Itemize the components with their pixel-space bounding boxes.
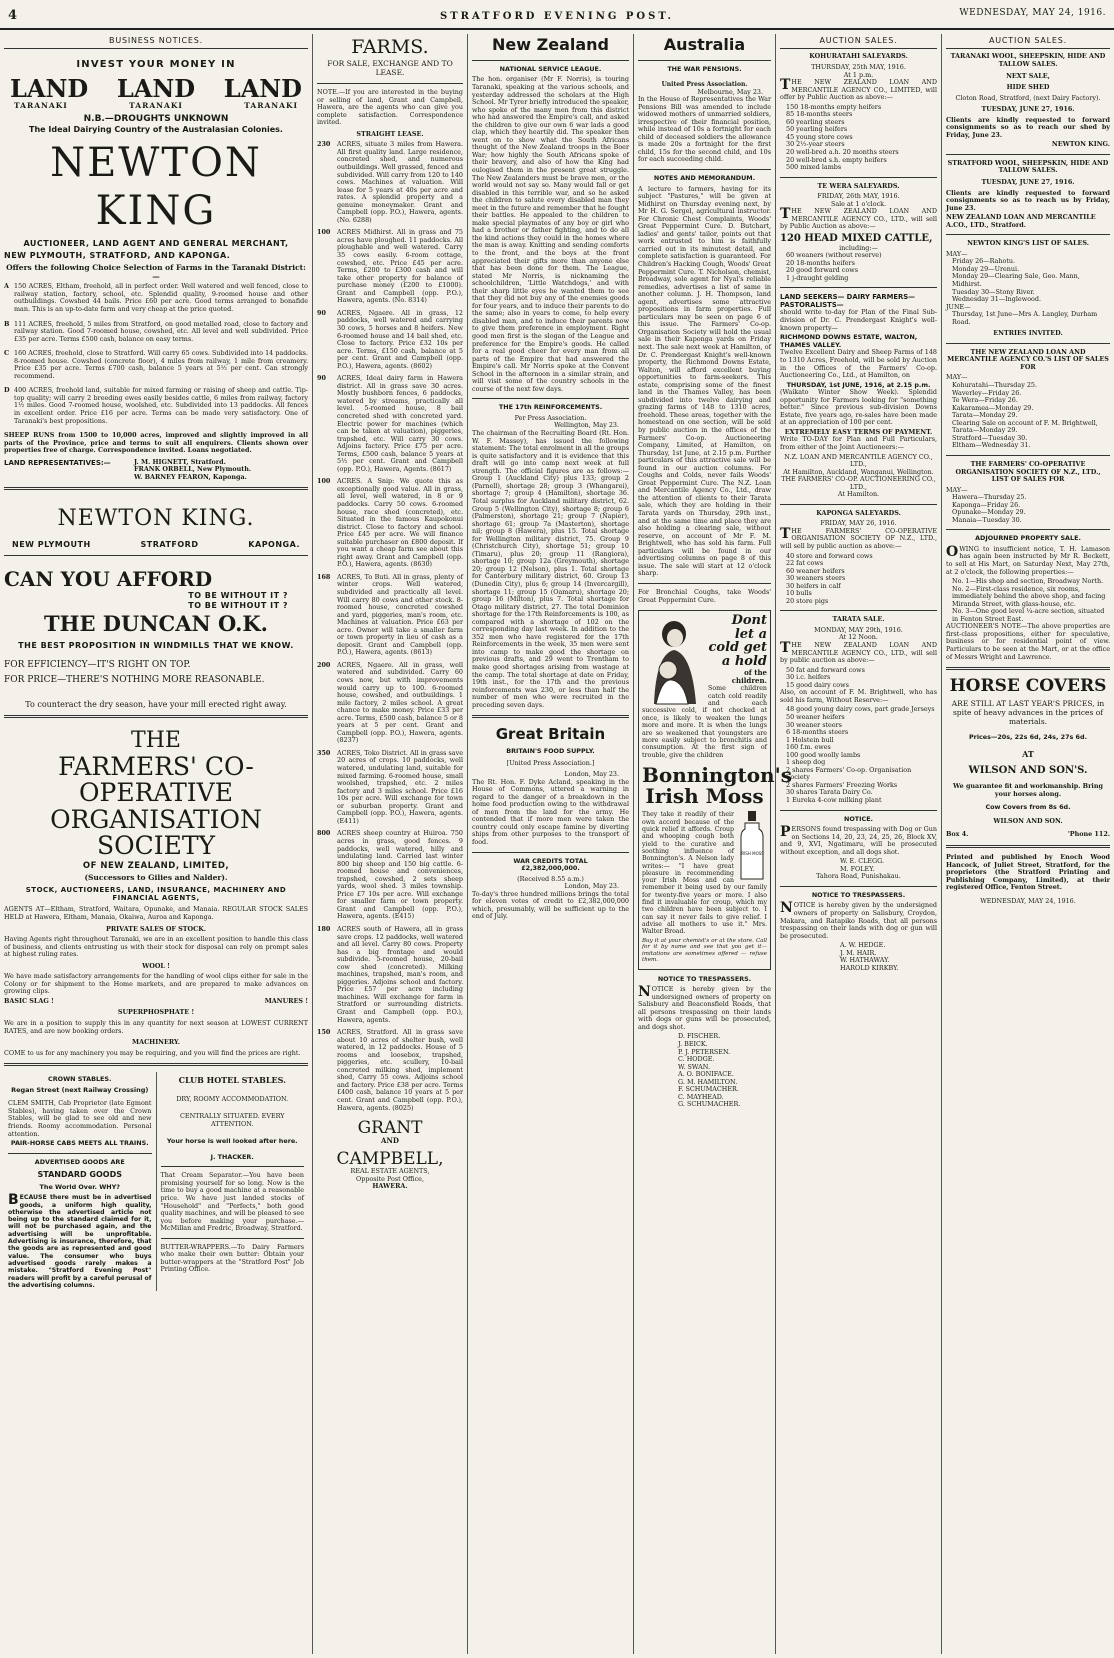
bottle-icon bbox=[737, 811, 767, 881]
farm-listing bbox=[4, 321, 308, 346]
owner-name: J. M. HAIR. bbox=[840, 948, 877, 957]
farm-listing bbox=[4, 350, 308, 382]
listing-text: 150 ACRES, Eltham, freehold, all in perfect order. Well watered and well fenced, close to railway station, factory, school, etc. Splendid quality, 9-roomed house and other outbuildings. Cowshed 44 bails. Price £60 per acre. Good terms arranged to bonafide man. This is an up-to-date farm and very cheap at the price quoted. bbox=[14, 282, 308, 314]
nzl-sales bbox=[946, 382, 1110, 450]
wool-body: We have made satisfactory arrangements for the handling of wool clips either for sale in the Colony or for shipment to the Home markets, and are prepared to make advances on growing clips. bbox=[4, 972, 308, 996]
kohuratahi-heading: KOHURATAHI SALEYARDS. bbox=[809, 52, 908, 61]
listing-letter: A bbox=[4, 282, 9, 291]
farm-entry bbox=[317, 830, 463, 923]
sale-lot: 20 store pigs bbox=[786, 596, 829, 605]
sale-date: Manaia—Tuesday 30. bbox=[952, 515, 1022, 524]
sale-date: Kohuratahi—Thursday 25. bbox=[952, 381, 1038, 390]
column-australia: Australia THE WAR PENSIONS. United Press Association. Melbourne, May 23. In the House of Representatives the War Pensions Bill was amended to include widowed mothers of unmarried soldiers, irrespective of their financial position, while instead of 10s a fortnight for each child of deceased soldiers the allowance is made 20s a fortnight for the first child, 15s for the second child, and 10s for each succeeding child. NOTES AND MEMORANDUM. A lecture to farmers, having for its subject "Pastures," will be given at Midhirst on Thursday evening next, by Mr H. G. Sergel, agricultural instructor. For Chronic Chest Complaints, Woods' Great Peppermint Cure. D. Butchart, ladies' and gents' tailor, points out that work entrusted to him is faithfully carried out in its minutest detail, and complete satisfaction is guaranteed. For Children's Hacking Cough, Woods' Great Peppermint Cure. T. Nicholson, chemist, Broadway, sole agent for Nyal's reliable remedies, advertises a list of same in another column. J. H. Thompson, land agent, advertises some attractive propositions in farm properties. Full particulars may be seen on page 6 of this issue. The Farmers' Co-op. Organisation Society will hold the usual sale in their Kaponga yards on Friday next. The sale next week at Hamilton, of Dr. C. Prendergast Knight's well-known property, the Richmond Downs Estate, Walton, will afford excellent buying opportunities to farm-seekers. This estate, comprising some of the finest land in the Thames Valley, has been subdivided into twelve dairying and grazing farms of 148 to 1310 acres, freehold. These areas, together with the homestead on one section, will be sold by public auction in the offices of the Farmers' Co-op. Auctioneering Company, Limited, at Hamilton, on Thursday, 1st June, at 2.15 p.m. Further particulars of this attractive sale will be found in our auction columns. For Coughs and Colds, never fails Woods' Great Peppermint Cure. The N.Z. Loan and Mercantile Agency Co., Ltd., draw the attention of clients to their Tarata sale, which they are holding in their Tarata yards on Thursday, 29th inst., and at the same time and place they are also holding a clearing sale, without reserve, on account of Mr F. M. Brightwell, who has sold his farm. Full particulars will be found in our advertising columns on page 8 of this issue. The sale will start at 12 o'clock sharp. For Bronchial Coughs, take Woods' Great Peppermint Cure. Dont let a cold get a hold of the children. Some children catch cold readily and each successive cold, if not checked at once, is likely to weaken the lungs more and more. It is when the lungs are so weakened that youngsters are more easily subject to bronchitis and consumption. At the first sign of trouble, give the children Bonnington's Irish Moss IRISH MOSS They take it readily of their own accord because of the quick relief it affords. Croup and whooping cough both yield to the curative and soothing influence of Bonnington's. A Nelson lady writes:— "I have great pleasure in recommending your Irish Moss and can remember it being used by our family for twenty-five years or more. I also find it invaluable for croup, which my two children have been subject to. I can say it never fails to give relief. I advise all mothers to use it." Mrs. Walter Broad. Buy it at your chemist's or at the store. Call for it by name and see that you get it—imitations are sometimes offered — refuse them. NOTICE TO TRESPASSERS. NOTICE is hereby given by the undersigned owners of property on Salisbury and Beaconsfield Roads, that all persons trespassing on their lands with dogs or guns will be prosecuted, and dogs shot. D. FISCHER. J. BEICK. P. J. PETERSEN. C. HODGE. W. SWAN. A. O. BONIFACE. G. M. HAMILTON. F. SCHUMACHER. C. MAYHEAD. G. SCHUMACHER. bbox=[633, 34, 775, 1654]
sale-lot: 50 yearling heifers bbox=[786, 125, 848, 134]
trespassers2-heading: NOTICE TO TRESPASSERS. bbox=[811, 890, 906, 899]
wool-sales-heading: TARANAKI WOOL, SHEEPSKIN, HIDE AND TALLOW SALES. bbox=[950, 52, 1106, 68]
farm-acreage: 100 bbox=[317, 477, 331, 486]
footer-date: WEDNESDAY, MAY 24, 1916. bbox=[980, 896, 1076, 905]
invest-heading: INVEST YOUR MONEY IN bbox=[76, 59, 236, 71]
food-supply-article: The Rt. Hon. F. Dyke Acland, speaking in the House of Commons, uttered a warning in regard to the danger of a breakdown in the home food production owing to the withdrawal of men from the land for the army. He contended that if more men were taken the country could only escape famine by diverting ships from other purposes to the transport of food. bbox=[472, 777, 629, 846]
farm-listing bbox=[4, 283, 308, 315]
sale-lot: 50 fat and forward cows bbox=[786, 665, 865, 674]
sale-lot: 160 f.m. ewes bbox=[786, 743, 831, 752]
newton-king-list-heading: NEWTON KING'S LIST OF SALES. bbox=[967, 239, 1089, 248]
irish-moss-heading: Bonnington's Irish Moss bbox=[642, 763, 792, 809]
pensions-article: In the House of Representatives the War Pensions Bill was amended to include widowed mothers of unmarried soldiers, irrespective of their financial position, while instead of 10s a fortnight for each child of deceased soldiers the allowance is made 20s a fortnight for the first child, 15s for the second child, and 10s for each succeeding child. bbox=[638, 95, 771, 164]
owner-name: G. M. HAMILTON. bbox=[678, 1077, 738, 1086]
owner-name: J. BEICK. bbox=[678, 1039, 708, 1048]
representative-name: FRANK ORBELL, New Plymouth. bbox=[134, 465, 252, 474]
machinery-body: COME to us for any machinery you may be requiring, and you will find the prices are right. bbox=[4, 1048, 301, 1057]
pensions-heading: THE WAR PENSIONS. bbox=[667, 64, 742, 73]
sale-date: Waverley—Friday 26. bbox=[952, 388, 1022, 397]
sale-lot: 30 i.c. heifers bbox=[786, 673, 831, 682]
representative-name: J. M. HIGNETT, Stratford. bbox=[134, 457, 226, 466]
farm-acreage: 800 bbox=[317, 829, 331, 838]
fcos-sales bbox=[946, 494, 1110, 524]
newton-king-sales bbox=[946, 258, 1110, 303]
tarata-heading: TARATA SALE. bbox=[832, 615, 885, 624]
offers-line: Offers the following Choice Selection of Farms in the Taranaki District:— bbox=[6, 262, 306, 281]
sale-lot: 2 shares Farmers' Freezing Works bbox=[786, 780, 898, 789]
farm-entry bbox=[317, 229, 463, 306]
wool-head: WOOL ! bbox=[142, 961, 170, 970]
farm-acreage: 230 bbox=[317, 140, 331, 149]
nzl-list-heading: THE NEW ZEALAND LOAN AND MERCANTILE AGENCY CO.'S LIST OF SALES FOR bbox=[947, 347, 1109, 371]
land-seekers-heading: LAND SEEKERS— DAIRY FARMERS— PASTORALISTS— bbox=[780, 293, 915, 310]
sale-lot: 1 sheep dog bbox=[786, 758, 826, 767]
sale-lot: 85 18-months steers bbox=[786, 110, 853, 119]
property-item: No. 1—His shop and section, Broadway North. bbox=[952, 577, 1104, 586]
sale-date: Tarata—Monday 29. bbox=[952, 411, 1018, 420]
league-heading: NATIONAL SERVICE LEAGUE. bbox=[499, 64, 602, 73]
sale-lot: 20 well-bred s.h. empty heifers bbox=[786, 155, 887, 164]
farm-entry bbox=[317, 750, 463, 827]
farm-listing bbox=[4, 387, 308, 427]
fcos-ltd: OF NEW ZEALAND, LIMITED, bbox=[82, 861, 230, 872]
can-you-afford: CAN YOU AFFORD bbox=[4, 566, 213, 591]
listing-letter: D bbox=[4, 386, 10, 395]
owner-name: W. HATHAWAY. bbox=[840, 956, 890, 965]
land-row: LAND LAND LAND bbox=[10, 74, 302, 104]
best-proposition: THE BEST PROPOSITION IN WINDMILLS THAT WE KNOW. bbox=[18, 641, 294, 651]
notes-body: A lecture to farmers, having for its subject "Pastures," will be given at Midhirst on Thursday evening next, by Mr H. G. Sergel, agricultural instructor. For Chronic Chest Complaints, Woods' Great Peppermint Cure. D. Butchart, ladies' and gents' tailor, points out that work entrusted to him is faithfully carried out in its minutest detail, and complete satisfaction is guaranteed. For Children's Hacking Cough, Woods' Great Peppermint Cure. T. Nicholson, chemist, Broadway, sole agent for Nyal's reliable remedies, advertises a list of same in another column. J. H. Thompson, land agent, advertises some attractive propositions in farm properties. Full particulars may be seen on page 6 of this issue. The Farmers' Co-op. Organisation Society will hold the usual sale in their Kaponga yards on Friday next. The sale next week at Hamilton, of Dr. C. Prendergast Knight's well-known property, the Richmond Downs Estate, Walton, will afford excellent buying opportunities to farm-seekers. This estate, comprising some of the finest land in the Thames Valley, has been subdivided into twelve dairying and grazing farms of 148 to 1310 acres, freehold. These areas, together with the homestead on one section, will be sold by public auction in the offices of the Farmers' Co-op. Auctioneering Company, Limited, at Hamilton, on Thursday, 1st June, at 2.15 p.m. Further particulars of this attractive sale will be found in our auction columns. For Coughs and Colds, never fails Woods' Great Peppermint Cure. The N.Z. Loan and Mercantile Agency Co., Ltd., draw the attention of clients to their Tarata sale, which they are holding in their Tarata yards on Thursday, 29th inst., and at the same time and place they are also holding a clearing sale, without reserve, on account of Mr F. M. Brightwell, who has sold his farm. Full particulars will be found in our advertising columns on page 8 of this issue. The sale will start at 12 o'clock sharp. bbox=[638, 184, 771, 578]
fcos-agents: AGENTS AT—Eltham, Stratford, Waitara, Opunake, and Manaia. REGULAR STOCK SALES HELD at Hawera, Eltham, Manaia, Okaiwa, Auroa and Kaponga. bbox=[4, 905, 308, 921]
sale-lot: 22 fat cows bbox=[786, 559, 824, 568]
owner-name: M. FOLEY. bbox=[840, 864, 875, 873]
bronchial-note: For Bronchial Coughs, take Woods' Great Peppermint Cure. bbox=[638, 587, 771, 604]
newspaper-title: STRATFORD EVENING POST. bbox=[440, 11, 674, 22]
farm-entry bbox=[317, 574, 463, 659]
farm-description: ACRES. A Snip: We quote this as exceptionally good value. All in grass, all level, well watered, in 8 or 9 paddocks. Carry 50 cows. 6-roomed house, race shed (concreted), etc. Situated in the famous Kaupokonui district. Close to factory and school. Price £45 per acre. We will finance suitable purchaser on £800 deposit. If you want a cheap farm see about this right away. Grant and Campbell (opp. P.O.), Hawera, agents. (8630) bbox=[337, 477, 463, 569]
sale-date: Clearing Sale on account of F. M. Brightwell, Tarata—Monday 29. bbox=[952, 418, 1098, 435]
imprint: Printed and published by Enoch Wood Hancock, of Juliet Street, Stratford, for the proprietors (the Stratford Printing and Publishing Company, Limited), at their registered Office, Fenton Street. bbox=[946, 852, 1110, 892]
sheep-runs: SHEEP RUNS from 1500 to 10,000 acres, improved and slightly improved in all parts of the Province, price and terms to suit all enquirers. Clients shown over properties free of charge. Correspondence invited. Loans negotiated. bbox=[4, 431, 308, 455]
sale-lot: 20 well-bred a.h. 20 months steers bbox=[786, 148, 899, 156]
owner-name: P. J. PETERSEN. bbox=[678, 1047, 731, 1056]
farm-entry bbox=[317, 310, 463, 372]
sale-lot: 60 weaner heifers bbox=[786, 566, 845, 575]
farm-acreage: 150 bbox=[317, 1028, 331, 1037]
column-auction-sales-2: AUCTION SALES. TARANAKI WOOL, SHEEPSKIN, HIDE AND TALLOW SALES. NEXT SALE, HIDE SHED Cloton Road, Stratford, (next Dairy Factory). TUESDAY, JUNE 27, 1916. Clients are kindly requested to forward consignments so as to reach our shed by Friday, June 23. NEWTON KING. STRATFORD WOOL, SHEEPSKIN, HIDE AND TALLOW SALES. TUESDAY, JUNE 27, 1916. Clients are kindly requested to forward consignments so as to reach us by Friday, June 23. NEW ZEALAND LOAN AND MERCANTILE A.CO., LTD., Stratford. NEWTON KING'S LIST OF SALES. MAY— Friday 26—Rahotu. Monday 29—Urenui. Monday 29—Clearing Sale, Geo. Mann, Midhirst. Tuesday 30—Stony River. Wednesday 31—Inglewood. JUNE— Thursday, 1st June—Mrs A. Langley, Durham Road. ENTRIES INVITED. THE NEW ZEALAND LOAN AND MERCANTILE AGENCY CO.'S LIST OF SALES FOR MAY— Kohuratahi—Thursday 25. Waverley—Friday 26. Te Wera—Friday 26. Kakaramea—Monday 29. Tarata—Monday 29. Clearing Sale on account of F. M. Brightwell, Tarata—Monday 29. Stratford—Tuesday 30. Eltham—Wednesday 31. THE FARMERS' CO-OPERATIVE ORGANISATION SOCIETY OF N.Z., LTD., LIST OF SALES FOR MAY— Hawera—Thursday 25. Kaponga—Friday 26. Opunake—Monday 29. Manaia—Tuesday 30. ADJOURNED PROPERTY SALE. OWING to insufficient notice, T. H. Lamason has again been instructed by Mr R. Beckett, to sell at His Mart, on Saturday Next, May 27th, at 2 o'clock, the following properties:— No. 1—His shop and section, Broadway North. No. 2—First-class residence, six rooms, immediately behind the above shop, and facing Miranda Street, with glass-house, etc. No. 3—One good level ¼-acre section, situated in Fenton Street East. AUCTIONEER'S NOTE—The above properties are first-class propositions, either for speculative, business or for residential point of view. Particulars to be seen at the Mart, or at the office of Messrs Wright and Lawrence. HORSE COVERS ARE STILL AT LAST YEAR'S PRICES, in spite of heavy advances in the prices of materials. Prices—20s, 22s 6d, 24s, 27s 6d. AT WILSON AND SON'S. We guarantee fit and workmanship. Bring your horses along. Cow Covers from 8s 6d. WILSON AND SON. Box 4. 'Phone 112. Printed and published by Enoch Wood Hancock, of Juliet Street, Stratford, for the proprietors (the Stratford Printing and Publishing Company, Limited), at their registered Office, Fenton Street. WEDNESDAY, MAY 24, 1916. bbox=[941, 34, 1114, 1654]
listing-text: 111 ACRES, freehold, 5 miles from Stratford, on good metalled road, close to factory and railway station. Good 7-roomed house, cowshed, etc. All level and well subdivided. Price £35 per acre. Terms £500 cash, balance on easy terms. bbox=[14, 319, 308, 343]
stables-row bbox=[4, 1072, 308, 1291]
wilson-and-sons: WILSON AND SON'S. bbox=[968, 765, 1088, 777]
fcos-list-heading: THE FARMERS' CO-OPERATIVE ORGANISATION SOCIETY OF N.Z., LTD., LIST OF SALES FOR bbox=[955, 459, 1101, 484]
without-it-1: TO BE WITHOUT IT ? bbox=[188, 591, 288, 601]
trespassers-body: NOTICE is hereby given by the undersigned owners of property on Salisbury and Beaconsfield Roads, that all persons trespassing on their lands with dogs or guns will be prosecuted, and dogs shot. bbox=[638, 984, 771, 1031]
adjourned-sale-heading: ADJOURNED PROPERTY SALE. bbox=[975, 534, 1081, 543]
sale-date: Friday 26—Rahotu. bbox=[952, 257, 1016, 266]
listing-letter: C bbox=[4, 349, 10, 358]
kaponga-heading: KAPONGA SALEYARDS. bbox=[816, 508, 901, 517]
adjourned-properties bbox=[946, 578, 1110, 623]
club-hotel-ad: CLUB HOTEL STABLES. DRY, ROOMY ACCOMMODATION. CENTRALLY SITUATED. EVERY ATTENTION. Your horse is well looked after here. J. THACKER. That Cream Separator.—You have been promising yourself for so long. Now is the time to buy a good machine at a reasonable price. We have just landed stocks of "Household" and "Perfects," both good quality machines, and will be pleased to see you before making your purchase.—McMillan and Fredric, Broadway, Stratford. BUTTER-WRAPPERS.—To Dairy Farmers who make their own butter: Obtain your butter-wrappers at the "Stratford Post" Job Printing Office. bbox=[156, 1072, 309, 1291]
farm-description: ACRES, situate 3 miles from Hawera. All first quality land. Large residence, concreted shed, and numerous outbuildings. Well grassed, fenced and subdivided. Will carry from 120 to 140 cows. Machines at valuation. Will lease for 5 years at 40s per acre and rates. A splendid property and a genuine moneymaker. Grant and Campbell (opp. P.O.), Hawera, agents. (No. 6288) bbox=[337, 140, 463, 224]
tarata-clearing-lots bbox=[780, 706, 937, 804]
private-sales-body: Having Agents right throughout Taranaki, we are in an excellent position to handle this class of business, and clients entrusting us with their stock for disposal can rely on prompt sales at highest ruling rates. bbox=[4, 935, 308, 959]
farm-entry bbox=[317, 662, 463, 747]
fcos-trade: STOCK, AUCTIONEERS, LAND, INSURANCE, MACHINERY AND FINANCIAL AGENTS, bbox=[25, 885, 287, 903]
owner-name: D. FISCHER. bbox=[678, 1032, 721, 1041]
sale-lot: 20 18-months heifers bbox=[786, 258, 855, 267]
kohuratahi-lots bbox=[780, 104, 937, 172]
tewera-heading: TE WERA SALEYARDS. bbox=[817, 181, 900, 190]
masthead bbox=[0, 0, 1114, 30]
fcos-name: FARMERS' CO-OPERATIVE ORGANISATION SOCIETY bbox=[50, 752, 262, 860]
farm-description: ACRES, Ngaere. All in grass, 12 paddocks, well watered and carrying 30 cows, 5 horses and 8 heifers. New 6-roomed house and 14 bail shed, etc. Close to factory. Price £32 10s per acre. Terms, £150 cash, balance at 5 per cent. Grant and Campbell (opp. P.O.), Hawera, agents. (8602) bbox=[337, 308, 463, 370]
reinforcements-article: The chairman of the Recruiting Board (Rt. Hon. W. F. Massey), has issued the following statement: The total enrolment in all the groups is quite satisfactory and it is evidence that this draft will go into camp next week at full strength. The official figures are as follows:— Group 1 (Auckland City) plus 133; group 2 (Parnell), shortage 28; group 3 (Whangarei), shortage 7; group 4 (Hamilton), shortage 36. Total surplus for Auckland military district, 62. Group 5 (Wellington City), shortage 8; group 6 (Palmerston), shortage 21; group 7 (Napier), shortage 61; group 7a (Masterton), shortage nil; group 8 (Hawera), plus 15. Total shortage for Wellington military district, 75. Group 9 (Christchurch City), shortage 51; group 10 (Timaru), plus 20; group 11 (Rangiora), shortage 10; group 12a (Greymouth), shortage 20; group 12 (Nelson), plus 1. Total shortage for Canterbury military district, 60. Group 13 (Dunedin City), plus 6; group 14 (Invercargill), shortage 11; group 15 (Oamaru), shortage 20; group 16 (Milton), plus 7. Total shortage for Otago military district, 27. The total Dominion shortage for the 17th Reinforcements is 100, as compared with a shortage of 102 on the corresponding day last week. In addition to the 352 men who have registered for the 17th Reinforcements in the week, 35 men were sent into camp to make good the shortage on previous drafts, and 29 went to Trentham to make good shortages arising from wastage at the camp. The total shortage at date on Friday, 19th inst., for the 17th and the previous reinforcements was 230, or less than half the number of men who were recruited in the preceding seven days. bbox=[472, 429, 629, 709]
farm-listings bbox=[4, 283, 308, 427]
duncan-ok: THE DUNCAN O.K. bbox=[44, 611, 268, 637]
new-zealand-heading: New Zealand bbox=[492, 35, 609, 54]
sale-date: Thursday, 1st June—Mrs A. Langley, Durham Road. bbox=[952, 310, 1098, 326]
listing-text: 400 ACRES, freehold land, suitable for mixed farming or raising of sheep and cattle. Tip-top quality; will carry 2 breeding ewes easily besides cattle, 6 miles from railway, factory 1½ miles. Good 7-roomed house, woolshed, etc. Subdivided into 13 paddocks. All fences in excellent order. Price £16 per acre. Terms can be made very satisfactory. One of Taranaki's best propositions. bbox=[14, 386, 308, 425]
farm-description: ACRES, Ngaere. All in grass, well watered and subdivided. Carry 60 cows now, but with improvements would carry up to 100. 6-roomed house, cowshed, and outbuildings. 1 mile factory, 2 miles school. A great chance to make money. Price £33 per acre. Terms, £500 cash, balance 5 or 8 years at 5 per cent. Grant and Campbell (opp. P.O.), Hawera, agents. (8237) bbox=[337, 660, 463, 745]
sale-lot: 40 store and forward cows bbox=[786, 551, 873, 560]
farm-description: ACRES south of Hawera, all in grass save crops. 12 paddocks, well watered and all level. Carry 80 cows. Property has a big frontage and would subdivide. 5-roomed house, 20-bail cow shed (concreted). Milking machines, trapshed, man's room, and piggeries. Adjoins school and factory. Price £57 per acre including machines. Will exchange for farm in Stratford or surrounding districts. Grant and Campbell (opp. P.O.), Hawera, agents. bbox=[337, 924, 463, 1024]
owner-name: C. HODGE. bbox=[678, 1055, 715, 1064]
ideal-country: The Ideal Dairying Country of the Australasian Colonies. bbox=[29, 125, 283, 134]
sale-lot: 30 shares Tarata Dairy Co. bbox=[786, 788, 873, 797]
sale-date: Opunake—Monday 29. bbox=[952, 508, 1026, 517]
sale-lot: 1 j-draught gelding bbox=[786, 273, 849, 282]
butter-wrappers: BUTTER-WRAPPERS.—To Dairy Farmers who make their own butter: Obtain your butter-wrappers at the "Stratford Post" Job Printing Office. bbox=[160, 1242, 304, 1274]
newton-king-banner: NEWTON KING. bbox=[57, 506, 255, 532]
owner-name: C. MAYHEAD. bbox=[678, 1092, 724, 1101]
sale-lot: 150 18-months empty heifers bbox=[786, 102, 882, 111]
page-number: 4 bbox=[8, 8, 18, 23]
section-heading: AUCTION SALES. bbox=[780, 34, 937, 49]
sale-lot: 60 yearling steers bbox=[786, 117, 845, 126]
sale-date: Te Wera—Friday 26. bbox=[952, 396, 1018, 405]
farm-acreage: 350 bbox=[317, 748, 331, 757]
notes-heading: NOTES AND MEMORANDUM. bbox=[653, 173, 756, 182]
owner-name: W. SWAN. bbox=[678, 1062, 710, 1071]
war-credits-article: To-day's three hundred millions brings the total for eleven votes of credit to £2,382,000,000 which, presumably, will be sufficient up to the end of July. bbox=[472, 889, 629, 921]
dont-let-cold: Dont let a cold get a hold bbox=[708, 613, 767, 669]
towns-line: NEW PLYMOUTH, STRATFORD, AND KAPONGA. bbox=[4, 251, 231, 261]
taranaki-row: TARANAKI TARANAKI TARANAKI bbox=[14, 100, 298, 110]
sale-date: Eltham—Wednesday 31. bbox=[952, 441, 1031, 450]
section-heading: AUCTION SALES. bbox=[946, 34, 1110, 49]
tewera-lots bbox=[780, 252, 937, 282]
basic-manures-row: BASIC SLAG ! MANURES ! bbox=[4, 996, 308, 1005]
private-sales-head: PRIVATE SALES OF STOCK. bbox=[106, 924, 206, 933]
newton-king-heading: NEWTON KING bbox=[50, 140, 262, 234]
efficiency-line: FOR EFFICIENCY—IT'S RIGHT ON TOP. bbox=[4, 660, 191, 671]
farm-entry bbox=[317, 141, 463, 226]
sale-lot: 1 Holstein bull bbox=[786, 735, 834, 744]
farm-description: ACRES, Toko District. All in grass save 20 acres of crops. 10 paddocks, well watered, undulating land, suitable for mixed farming. 6-roomed house, small woolshed, trapshed, etc. 2 miles factory and 3 miles school. Price £16 10s per acre. Will exchange for town or suburban property. Grant and Campbell (opp. P.O.), Hawera, agents. (E411) bbox=[337, 748, 463, 825]
sale-lot: 30 weaners steers bbox=[786, 574, 846, 583]
sale-lot: 1 Eureka 4-cow milking plant bbox=[786, 795, 882, 804]
grant-heading: GRANT bbox=[357, 1118, 423, 1139]
sale-lot: 30 2½-year steers bbox=[786, 140, 845, 149]
sale-date: Stratford—Tuesday 30. bbox=[952, 433, 1028, 442]
counteract-line: To counteract the dry season, have your mill erected right away. bbox=[25, 699, 287, 709]
war-credits-heading: WAR CREDITS TOTAL £2,382,000,000. bbox=[513, 856, 588, 873]
sale-lot: 2 shares Farmers' Co-op. Organisation Society bbox=[786, 765, 912, 782]
farm-entry bbox=[317, 375, 463, 475]
farm-acreage: 168 bbox=[317, 572, 331, 581]
sale-lot: 45 young store cows bbox=[786, 132, 853, 141]
sale-date: Kakaramea—Monday 29. bbox=[952, 403, 1034, 412]
sale-lot: 30 weaner steers bbox=[786, 720, 842, 729]
owner-name: A. W. HEDGE. bbox=[840, 941, 886, 950]
kaponga-lots bbox=[780, 553, 937, 606]
fcos-the: THE bbox=[131, 728, 181, 754]
farm-entry bbox=[317, 478, 463, 571]
richmond-downs-heading: RICHMOND DOWNS ESTATE, WALTON, THAMES VALLEY. bbox=[780, 333, 918, 349]
great-britain-heading: Great Britain bbox=[495, 725, 606, 744]
owner-name: W. E. CLEGG. bbox=[840, 857, 885, 866]
sale-lot: 20 good forward cows bbox=[786, 266, 858, 275]
fcos-successors: (Successors to Gilies and Nalder). bbox=[84, 873, 228, 883]
contact-row: Box 4. 'Phone 112. bbox=[946, 830, 1110, 839]
food-supply-heading: BRITAIN'S FOOD SUPPLY. bbox=[506, 746, 595, 755]
australia-heading: Australia bbox=[663, 35, 746, 54]
farms-note: NOTE.—If you are interested in the buying or selling of land, Grant and Campbell, Hawera, are the agents who can give you complete satisfaction. Correspondence invited. bbox=[317, 88, 463, 127]
sale-lot: 48 good young dairy cows, part grade Jerseys bbox=[786, 705, 935, 714]
farm-acreage: 180 bbox=[317, 924, 331, 933]
notice-heading: NOTICE. bbox=[843, 814, 873, 823]
column-business-notices bbox=[0, 34, 312, 1654]
sale-lot: 10 bulls bbox=[786, 589, 812, 598]
farm-description: ACRES, Ideal dairy farm in Hawera district. All in grass save 30 acres. Mostly bushborn fences, 6 paddocks, watered by streams, practically all level. 5-roomed house, 8 bail concreted shed with concreted yard. Electric power for machines (which can be taken at valuation), piggeries, trapshed, etc. Will carry 30 cows. Adjoins factory. Price £75 per acre. Terms, £500 cash, balance 5 years at 5½ per cent. Grant and Campbell (opp. P.O.), Hawera, Agents. (8617) bbox=[337, 374, 463, 473]
bottle-label: IRISH MOSS bbox=[740, 851, 764, 857]
farm-entry bbox=[317, 926, 463, 1026]
horse-covers-heading: HORSE COVERS bbox=[949, 676, 1107, 697]
farm-acreage: 100 bbox=[317, 228, 331, 237]
farm-acreage: 90 bbox=[317, 374, 326, 383]
sale-lot: 15 good dairy cows bbox=[786, 680, 849, 689]
farms-heading: FARMS. bbox=[351, 36, 429, 58]
listing-letter: B bbox=[4, 319, 10, 328]
without-it-2: TO BE WITHOUT IT ? bbox=[188, 600, 288, 610]
farm-acreage: 90 bbox=[317, 308, 326, 317]
sale-lot: 6 18-months steers bbox=[786, 728, 849, 737]
sale-lot: 30 heifers in calf bbox=[786, 581, 841, 590]
price-line: FOR PRICE—THERE'S NOTHING MORE REASONABLE. bbox=[4, 675, 265, 686]
cream-separator: That Cream Separator.—You have been promising yourself for so long. Now is the time to buy a good machine at a reasonable price. We have just landed stocks of "Household" and "Perfects," both good quality machines, and will be pleased to see you before making your purchase.—McMillan and Fredric, Broadway, Stratford. bbox=[160, 1171, 304, 1233]
league-article: The hon. organiser (Mr F. Norris), is touring Taranaki, speaking at the various schools, and yesterday addressed the scholars at the High School. Mr Tyrer briefly introduced the speaker, who spoke of the many men from this district who had answered the Empire's call, and asked the children to give our own 6 war lads a good clap, which they heartily did. The speaker then went on to show what the South Africans thought of the New Zealand troops in the Boer War; how highly the South Africans spoke of their bravery, and also of how the King had eulogised them in the present great struggle. The New Zealanders must be brave men, or the world would not say so. Many would fall or get disabled in this terrible war, and so he asked the children to salute every disabled man they meet in the future and remember that he fought their battles. He appealed to the children to make special playmates of any boy or girl who had a brother or father fighting, and to do all the kind actions they could in the homes where the man is away. Knitting and sending comforts to the front, and the boys at the front appreciated their gifts more than anyone else that has been done for them. The League, stated Mr Norris, is nicknaming the schoolchildren, 'Little Watchdogs,' and with their sharp little eyes he wanted them to see that they did not buy any of the enemies goods for four years, and to induce their parents to do the same; also in years to come, to help every disabled man, and to induce their parents now to give them preference in employment. Right good men first is the slogan of the League and preference for the Empire's goods. He called for a real good cheer for every man from all parts of the Empire that had answered the Empire's call. Mr Norris spoke at the Convent School in the afternoon in a similar strain, and will visit some of the country schools in the course of the next few days. bbox=[472, 75, 629, 393]
mother-child-illustration bbox=[642, 614, 704, 706]
reinforcements-heading: THE 17th REINFORCEMENTS. bbox=[498, 403, 603, 412]
owner-name: G. SCHUMACHER. bbox=[678, 1100, 741, 1109]
farm-description: ACRES, Stratford. All in grass save about 10 acres of shelter bush, well watered, in 12 paddocks. House of 5 rooms and loosebox, trapshed, piggeries, etc. scullery, 10-bail concreted milking shed, implement shed, Carry 55 cows. Adjoins school and factory. Price £38 per acre. Terms £400 cash, balance 10 years at 5 per cent. Grant and Campbell (opp. P.O.), Hawera, agents. (8025) bbox=[337, 1028, 463, 1112]
farm-description: ACRES sheep country at Huiroa. 750 acres in grass, good fences. 9 paddocks, well watered, hilly and undulating land. Carried last winter 800 big sheep and 150 big cattle. 6-roomed house and conveniences, trapshed, cowshed, 2 sets sheep yards, wool shed. 3 miles township. Price £7 10s per acre. Will exchange for smaller farm or town property. Grant and Campbell (opp. P.O.), Hawera, agents. (E415) bbox=[337, 829, 463, 921]
farm-entry bbox=[317, 1029, 463, 1114]
farm-description: ACRES, To Buti. All in grass, plenty of winter crops. Well watered, subdivided and practically all level. Will carry 80 cows and other stock. 8-roomed house, concreted cowshed and yard, piggeries, man's room, etc. Machines at valuation. Price £63 per acre. Owner will take a smaller farm or town property in lieu of cash as a deposit. Grant and Campbell (opp. P.O.), Hawera, agents. (8613) bbox=[337, 572, 463, 657]
sale-date: Wednesday 31—Inglewood. bbox=[952, 295, 1042, 304]
property-item: No. 2—First-class residence, six rooms, immediately behind the above shop, and facing Miranda Street, with glass-house, etc. bbox=[952, 584, 1106, 608]
column-farms: FARMS. FOR SALE, EXCHANGE AND TO LEASE. NOTE.—If you are interested in the buying or selling of land, Grant and Campbell, Hawera, are the agents who can give you complete satisfaction. Correspondence invited. STRAIGHT LEASE. 230 ACRES, situate 3 miles from Hawera. All first quality land. Large residence, concreted shed, and numerous outbuildings. Well grassed, fenced and subdivided. Will carry from 120 to 140 cows. Machines at valuation. Will lease for 5 years at 40s per acre and rates. A splendid property and a genuine moneymaker. Grant and Campbell (opp. P.O.), Hawera, agents. (No. 6288) 100 ACRES Midhirst. All in grass and 75 acres have ploughed. 11 paddocks. All ploughable and well watered. Carry 35 cows easily. 6-room cottage, cowshed, etc. Price £45 per acre. Terms, £200 to £300 cash and will take other property for balance of purchase money (£200 to £1000). Grant and Campbell (opp. P.O.), Hawera, agents. (No. 8314) 90 ACRES, Ngaere. All in grass, 12 paddocks, well watered and carrying 30 cows, 5 horses and 8 heifers. New 6-roomed house and 14 bail shed, etc. Close to factory. Price £32 10s per acre. Terms, £150 cash, balance at 5 per cent. Grant and Campbell (opp. P.O.), Hawera, agents. (8602) 90 ACRES, Ideal dairy farm in Hawera district. All in grass save 30 acres. Mostly bushborn fences, 6 paddocks, watered by streams, practically all level. 5-roomed house, 8 bail concreted shed with concreted yard. Electric power for machines (which can be taken at valuation), piggeries, trapshed, etc. Will carry 30 cows. Adjoins factory. Price £75 per acre. Terms, £500 cash, balance 5 years at 5½ per cent. Grant and Campbell (opp. P.O.), Hawera, Agents. (8617) 100 ACRES. A Snip: We quote this as exceptionally good value. All in grass, all level, well watered, in 8 or 9 paddocks. Carry 50 cows. 6-roomed house, race shed (concreted), etc. Situated in the famous Kaupokonui district. Close to factory and school. Price £45 per acre. We will finance suitable purchaser on £800 deposit. If you want a cheap farm see about this right away. Grant and Campbell (opp. P.O.), Hawera, agents. (8630) 168 ACRES, To Buti. All in grass, plenty of winter crops. Well watered, subdivided and practically all level. Will carry 80 cows and other stock. 8-roomed house, concreted cowshed and yard, piggeries, man's room, etc. Machines at valuation. Price £63 per acre. Owner will take a smaller farm or town property in lieu of cash as a deposit. Grant and Campbell (opp. P.O.), Hawera, agents. (8613) 200 ACRES, Ngaere. All in grass, well watered and subdivided. Carry 60 cows now, but with improvements would carry up to 100. 6-roomed house, cowshed, and outbuildings. 1 mile factory, 2 miles school. A great chance to make money. Price £33 per acre. Terms, £500 cash, balance 5 or 8 years at 5 per cent. Grant and Campbell (opp. P.O.), Hawera, agents. (8237) 350 ACRES, Toko District. All in grass save 20 acres of crops. 10 paddocks, well watered, undulating land, suitable for mixed farming. 6-roomed house, small woolshed, trapshed, etc. 2 miles factory and 3 miles school. Price £16 10s per acre. Will exchange for town or suburban property. Grant and Campbell (opp. P.O.), Hawera, agents. (E411) 800 ACRES sheep country at Huiroa. 750 acres in grass, good fences. 9 paddocks, well watered, hilly and undulating land. Carried last winter 800 big sheep and 150 big cattle. 6-roomed house and conveniences, trapshed, cowshed, 2 sets sheep yards, wool shed. 3 miles township. Price £7 10s per acre. Will exchange for smaller farm or town property. Grant and Campbell (opp. P.O.), Hawera, agents. (E415) 180 ACRES south of Hawera, all in grass save crops. 12 paddocks, well watered and all level. Carry 80 cows. Property has a big frontage and would subdivide. 5-roomed house, 20-bail cow shed (concreted). Milking machines, trapshed, man's room, and piggeries. Adjoins school and factory. Price £57 per acre including machines. Will exchange for farm in Stratford or surrounding districts. Grant and Campbell (opp. P.O.), Hawera, agents. 150 ACRES, Stratford. All in grass save about 10 acres of shelter bush, well watered, in 12 paddocks. House of 5 rooms and loosebox, trapshed, piggeries, etc. scullery, 10-bail concreted milking shed, implement shed, Carry 55 cows. Adjoins school and factory. Price £38 per acre. Terms £400 cash, balance 10 years at 5 per cent. Grant and Campbell (opp. P.O.), Hawera, agents. (8025) GRANT AND CAMPBELL, REAL ESTATE AGENTS, Opposite Post Office, HAWERA. bbox=[312, 34, 467, 1654]
sale-date: Tuesday 30—Stony River. bbox=[952, 287, 1035, 296]
straight-lease: STRAIGHT LEASE. bbox=[356, 129, 424, 138]
sale-lot: 60 weaners (without reserve) bbox=[786, 251, 882, 260]
super-body: We are in a position to supply this in any quantity for next season at LOWEST CURRENT RATES, and are now booking orders. bbox=[4, 1019, 308, 1035]
representative-name: W. BARNEY FEARON, Kaponga. bbox=[134, 472, 247, 481]
farm-description: ACRES Midhirst. All in grass and 75 acres have ploughed. 11 paddocks. All ploughable and well watered. Carry 35 cows easily. 6-room cottage, cowshed, etc. Price £45 per acre. Terms, £200 to £300 cash and will take other property for balance of purchase money (£200 to £1000). Grant and Campbell (opp. P.O.), Hawera, agents. (No. 8314) bbox=[337, 228, 463, 305]
tarata-lots bbox=[780, 667, 937, 690]
sale-date: Monday 29—Urenui. bbox=[952, 264, 1020, 273]
sale-date: Hawera—Thursday 25. bbox=[952, 493, 1027, 502]
column-new-zealand: New Zealand NATIONAL SERVICE LEAGUE. The hon. organiser (Mr F. Norris), is touring Taranaki, speaking at the various schools, and yesterday addressed the scholars at the High School. Mr Tyrer briefly introduced the speaker, who spoke of the many men from this district who had answered the Empire's call, and asked the children to give our own 6 war lads a good clap, which they heartily did. The speaker then went on to show what the South Africans thought of the New Zealand troops in the Boer War; how highly the South Africans spoke of their bravery, and also of how the King had eulogised them in the present great struggle. The New Zealanders must be brave men, or the world would not say so. Many would fall or get disabled in this terrible war, and so he asked the children to salute every disabled man they meet in the future and remember that he fought their battles. He appealed to the children to make special playmates of any boy or girl who had a brother or father fighting, and to do all the kind actions they could in the homes where the man is away. Knitting and sending comforts to the front, and the boys at the front appreciated their gifts more than anyone else that has been done for them. The League, stated Mr Norris, is nicknaming the schoolchildren, 'Little Watchdogs,' and with their sharp little eyes he wanted them to see that they did not buy any of the enemies goods for four years, and to induce their parents to do the same; also in years to come, to help every disabled man, and to induce their parents now to give them preference in employment. Right good men first is the slogan of the League and preference for the Empire's goods. He called for a real good cheer for every man from all parts of the Empire that had answered the Empire's call. Mr Norris spoke at the Convent School in the afternoon in a similar strain, and will visit some of the country schools in the course of the next few days. THE 17th REINFORCEMENTS. Per Press Association. Wellington, May 23. The chairman of the Recruiting Board (Rt. Hon. W. F. Massey), has issued the following statement: The total enrolment in all the groups is quite satisfactory and it is evidence that this draft will go into camp next week at full strength. The official figures are as follows:— Group 1 (Auckland City) plus 133; group 2 (Parnell), shortage 28; group 3 (Whangarei), shortage 7; group 4 (Hamilton), shortage 36. Total surplus for Auckland military district, 62. Group 5 (Wellington City), shortage 8; group 6 (Palmerston), shortage 21; group 7 (Napier), shortage 61; group 7a (Masterton), shortage nil; group 8 (Hawera), plus 15. Total shortage for Wellington military district, 75. Group 9 (Christchurch City), shortage 51; group 10 (Timaru), plus 20; group 11 (Rangiora), shortage 10; group 12a (Greymouth), shortage 20; group 12 (Nelson), plus 1. Total shortage for Canterbury military district, 60. Group 13 (Dunedin City), plus 6; group 14 (Invercargill), shortage 11; group 15 (Oamaru), shortage 20; group 16 (Milton), plus 7. Total shortage for Otago military district, 27. The total Dominion shortage for the 17th Reinforcements is 100, as compared with a shortage of 102 on the corresponding day last week. In addition to the 352 men who have registered for the 17th Reinforcements in the week, 35 men were sent into camp to make good the shortage on previous drafts, and 29 went to Trentham to make good shortages arising from wastage at the camp. The total shortage at date on Friday, 19th inst., for the 17th and the previous reinforcements was 230, or less than half the number of men who were recruited in the preceding seven days. Great Britain BRITAIN'S FOOD SUPPLY. [United Press Association.] London, May 23. The Rt. Hon. F. Dyke Acland, speaking in the House of Commons, uttered a warning in regard to the danger of a breakdown in the home food production owing to the withdrawal of men from the land for the army. He contended that if more men were taken the country could only escape famine by diverting ships from other purposes to the transport of food. WAR CREDITS TOTAL £2,382,000,000. (Received 8.55 a.m.) London, May 23. To-day's three hundred millions brings the total for eleven votes of credit to £2,382,000,000 which, presumably, will be sufficient up to the end of July. bbox=[467, 34, 633, 1654]
property-item: No. 3—One good level ¼-acre section, situated in Fenton Street East. bbox=[952, 607, 1105, 623]
owner-name: HAROLD KIRKBY. bbox=[840, 963, 899, 972]
towns-row: NEW PLYMOUTH STRATFORD KAPONGA. bbox=[12, 540, 300, 550]
sale-date: Monday 29—Clearing Sale, Geo. Mann, Midhirst. bbox=[952, 272, 1080, 289]
trespassers-heading: NOTICE TO TRESPASSERS. bbox=[657, 974, 752, 983]
super-head: SUPERPHOSPHATE ! bbox=[117, 1008, 195, 1017]
stratford-wool-heading: STRATFORD WOOL, SHEEPSKIN, HIDE AND TALLOW SALES. bbox=[947, 158, 1109, 175]
farm-acreage: 200 bbox=[317, 660, 331, 669]
issue-date: WEDNESDAY, MAY 24, 1916. bbox=[959, 8, 1106, 18]
campbell-heading: CAMPBELL, bbox=[336, 1149, 444, 1170]
farms-subheading: FOR SALE, EXCHANGE AND TO LEASE. bbox=[327, 59, 453, 78]
section-heading: BUSINESS NOTICES. bbox=[4, 34, 308, 49]
machinery-head: MACHINERY. bbox=[132, 1038, 180, 1047]
crown-stables-ad: CROWN STABLES. Regan Street (next Railway Crossing) CLEM SMITH, Cab Proprietor (late Egmont Stables), having taken over the Crown Stables, will be glad to see old and new friends. Roomy accommodation. Personal attention. PAIR-HORSE CABS MEETS ALL TRAINS. ADVERTISED GOODS ARE STANDARD GOODS The World Over. WHY? BECAUSE there must be in advertised goods, a uniform high quality, otherwise the advertised article not being up to the standard claimed for it, will not be purchased again, and the advertising will be unprofitable. Advertising is insurance, therefore, that the goods are as represented and good value. The consumer who buys advertised goods rarely makes a mistake. "Stratford Evening Post" readers will profit by a careful perusal of the advertising columns. bbox=[8, 1075, 152, 1289]
sale-lot: 100 good woolly lambs bbox=[786, 750, 861, 759]
farm-entries bbox=[317, 141, 463, 1114]
sale-lot: 50 weaner heifers bbox=[786, 712, 845, 721]
bonningtons-ad: Dont let a cold get a hold of the children. Some children catch cold readily and each successive cold, if not checked at once, is likely to weaken the lungs more and more. It is when the lungs are so weakened that youngsters are more easily subject to bronchitis and consumption. At the first sign of trouble, give the children Bonnington's Irish Moss IRISH MOSS They take it readily of their own accord because of the quick relief it affords. Croup and whooping cough both yield to the curative and soothing influence of Bonnington's. A Nelson lady writes:— "I have great pleasure in recommending your Irish Moss and can remember it being used by our family for twenty-five years or more. I also find it invaluable for croup, which my two children have been subject to. I can say it never fails to give relief. I advise all mothers to use it." Mrs. Walter Broad. Buy it at your chemist's or at the store. Call for it by name and see that you get it—imitations are sometimes offered — refuse them. bbox=[638, 610, 771, 970]
listing-text: 160 ACRES, freehold, close to Stratford. Will carry 65 cows. Subdivided into 14 paddocks. 8-roomed house. Cowshed (concrete floor), 4 miles from railway, 1 mile from creamery. Price £35 per acre. Terms £700 cash, balance 5 years at 5½ per cent. Can strongly recommend. bbox=[14, 349, 308, 380]
owner-name: F. SCHUMACHER. bbox=[678, 1085, 739, 1094]
sale-lot: 500 mixed lambs bbox=[786, 163, 842, 172]
sale-date: Kaponga—Friday 26. bbox=[952, 500, 1021, 509]
land-representatives: LAND REPRESENTATIVES:— J. M. HIGNETT, Stratford. FRANK ORBELL, New Plymouth. W. BARNEY FEARON, Kaponga. bbox=[4, 457, 252, 481]
column-auction-sales: AUCTION SALES. KOHURATAHI SALEYARDS. THURSDAY, 25th MAY, 1916. At 1 p.m. THE NEW ZEALAND LOAN AND MERCANTILE AGENCY CO., LIMITED, will offer by Public Auction as above:— 150 18-months empty heifers 85 18-months steers 60 yearling steers 50 yearling heifers 45 young store cows 30 2½-year steers 20 well-bred a.h. 20 months steers 20 well-bred s.h. empty heifers 500 mixed lambs TE WERA SALEYARDS. FRIDAY, 26th MAY, 1916. Sale at 1 o'clock. THE NEW ZEALAND LOAN AND MERCANTILE AGENCY CO., LTD., will sell by Public Auction as above:— 120 HEAD MIXED CATTLE, including:— 60 weaners (without reserve) 20 18-months heifers 20 good forward cows 1 j-draught gelding LAND SEEKERS— DAIRY FARMERS— PASTORALISTS— should write to-day for Plan of the Final Sub-division of Dr. C. Prendergast Knight's well-known property— RICHMOND DOWNS ESTATE, WALTON, THAMES VALLEY. Twelve Excellent Dairy and Sheep Farms of 148 to 1310 Acres, Freehold, will be sold by Auction in the Offices of the Farmers' Co-op. Auctioneering Co., Ltd., at Hamilton, on THURSDAY, 1st JUNE, 1916, at 2.15 p.m. (Waikato Winter Show Week). Splendid opportunity for Farmers looking for "something better." Since previous sub-division Downs Estate, five years ago, re-sales have been made at an appreciation of 100 per cent. EXTREMELY EASY TERMS OF PAYMENT. Write TO-DAY for Plan and Full Particulars, from either of the Joint Auctioneers:— N.Z. LOAN AND MERCANTILE AGENCY CO., LTD., At Hamilton, Auckland, Wanganui, Wellington. THE FARMERS' CO-OP. AUCTIONEERING CO., LTD., At Hamilton. KAPONGA SALEYARDS. FRIDAY, MAY 26, 1916. THE FARMERS' CO-OPERATIVE ORGANISATION SOCIETY OF N.Z., LTD., will sell by public auction as above:— 40 store and forward cows 22 fat cows 60 weaner heifers 30 weaners steers 30 heifers in calf 10 bulls 20 store pigs TARATA SALE. MONDAY, MAY 29th, 1916. At 12 Noon. THE NEW ZEALAND LOAN AND MERCANTILE AGENCY CO., LTD., will sell by public auction as above:— 50 fat and forward cows 30 i.c. heifers 15 good dairy cows Also, on account of F. M. Brightwell, who has sold his farm, Without Reserve:— 48 good young dairy cows, part grade Jerseys 50 weaner heifers 30 weaner steers 6 18-months steers 1 Holstein bull 160 f.m. ewes 100 good woolly lambs 1 sheep dog 2 shares Farmers' Co-op. Organisation Society 2 shares Farmers' Freezing Works 30 shares Tarata Dairy Co. 1 Eureka 4-cow milking plant NOTICE. PERSONS found trespassing with Dog or Gun on Sections 14, 20, 23, 24, 25, 26, Block XV, and 9, XVI, Ngatimaru, will be prosecuted without exception, and all dogs shot. W. E. CLEGG. M. FOLEY. Tahora Road, Punishakau. NOTICE TO TRESPASSERS. NOTICE is hereby given by the undersigned owners of property on Salisbury, Croydon, Makara, and Ratapiko Roads, that all persons trespassing on their lands with dog or gun will be prosecuted. A. W. HEDGE. J. M. HAIR. W. HATHAWAY. HAROLD KIRKBY. bbox=[775, 34, 941, 1654]
droughts-notice: N.B.—DROUGHTS UNKNOWN bbox=[83, 114, 229, 125]
trade-line: AUCTIONEER, LAND AGENT AND GENERAL MERCHANT, bbox=[23, 238, 289, 248]
trespasser-owners bbox=[638, 1033, 771, 1108]
owner-name: A. O. BONIFACE. bbox=[678, 1070, 734, 1079]
